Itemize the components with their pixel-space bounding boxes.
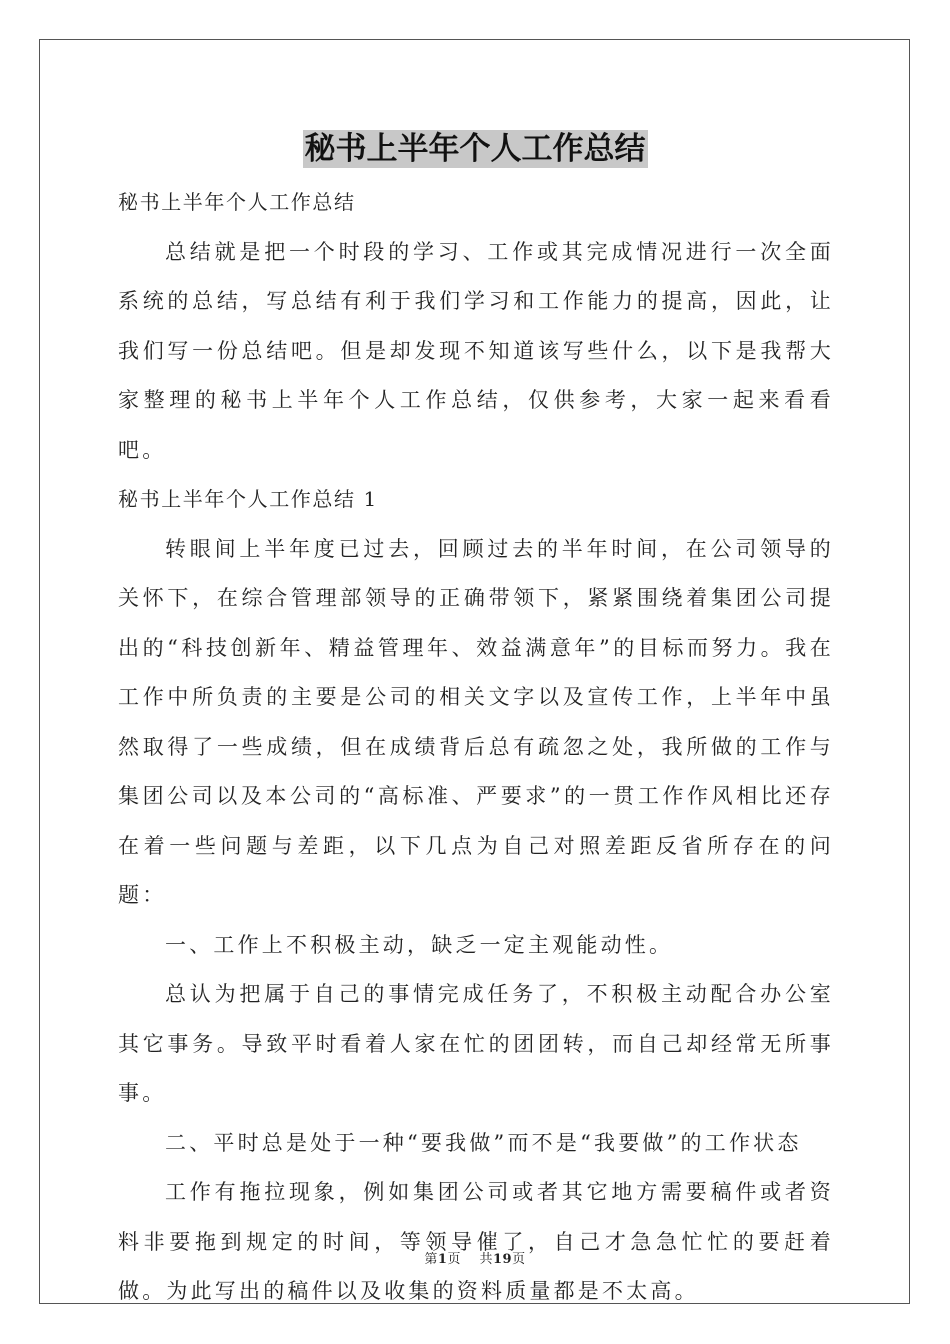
page-suffix: 页 (447, 1252, 461, 1267)
body-paragraph: 总认为把属于自己的事情完成任务了，不积极主动配合办公室其它事务。导致平时看着人家在忙的团团转，而自己却经常无所事事。 (118, 982, 834, 1105)
point-heading-2: 二、平时总是处于一种“要我做”而不是“我要做”的工作状态 (165, 1130, 802, 1155)
page-footer (0, 1248, 950, 1267)
title-container (0, 130, 950, 168)
intro-paragraph: 总结就是把一个时段的学习、工作或其完成情况进行一次全面系统的总结，写总结有利于我们学习和工作能力的提高，因此，让我们写一份总结吧。但是却发现不知道该写些什么，以下是我帮大家整理的秘书上半年个人工作总结，仅供参考，大家一起来看看吧。 (118, 239, 834, 462)
page-number: 1 (437, 1252, 448, 1267)
total-suffix: 页 (512, 1252, 526, 1267)
section-heading-1: 秘书上半年个人工作总结 1 (118, 487, 378, 511)
total-pages: 19 (493, 1252, 513, 1267)
intro-heading: 秘书上半年个人工作总结 (118, 190, 356, 214)
body-paragraph: 转眼间上半年度已过去，回顾过去的半年时间，在公司领导的关怀下，在综合管理部领导的正确带领下，紧紧围绕着集团公司提出的“科技创新年、精益管理年、效益满意年”的目标而努力。我在工作中所负责的主要是公司的相关文字以及宣传工作，上半年中虽然取得了一些成绩，但在成绩背后总有疏忽之处，我所做的工作与集团公司以及本公司的“高标准、严要求”的一贯工作作风相比还存在着一些问题与差距，以下几点为自己对照差距反省所存在的问题： (118, 536, 834, 907)
point-heading-1: 一、工作上不积极主动，缺乏一定主观能动性。 (165, 932, 674, 957)
body-paragraph: 工作有拖拉现象，例如集团公司或者其它地方需要稿件或者资料非要拖到规定的时间，等领导催了，自己才急急忙忙的要赶着做。为此写出的稿件以及收集的资料质量都是不太高。 (118, 1180, 834, 1303)
document-body (118, 178, 834, 1317)
document-title: 秘书上半年个人工作总结 (304, 131, 646, 167)
total-prefix: 共 (479, 1252, 493, 1267)
page-prefix: 第 (424, 1252, 438, 1267)
